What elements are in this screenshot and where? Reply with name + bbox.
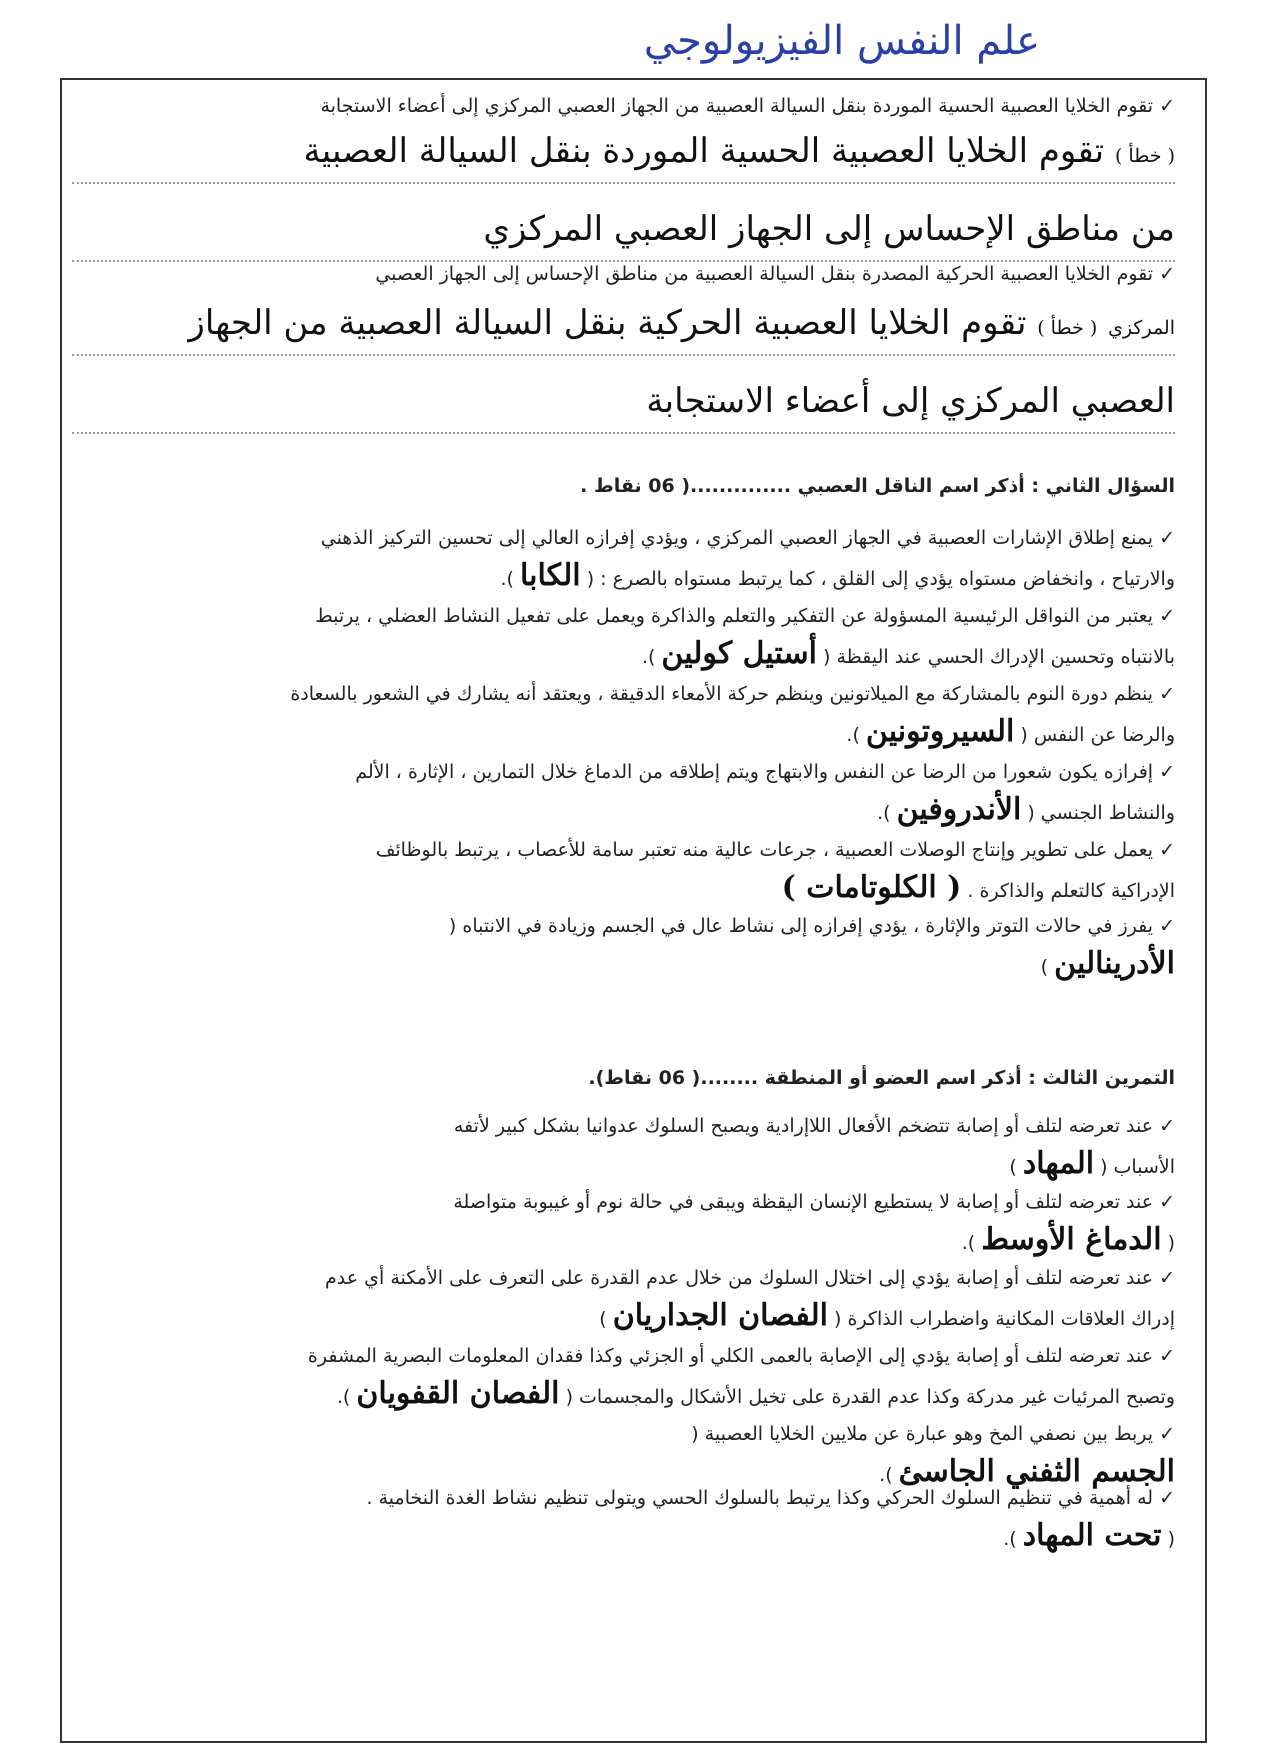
check-icon: ✓: [1159, 95, 1175, 117]
check-icon: ✓: [1159, 605, 1175, 627]
item-line2: الأسباب (: [1100, 1156, 1175, 1178]
item-line1: عند تعرضه لتلف أو إصابة يؤدي إلى اختلال السلوك من خلال عدم القدرة على التعرف على الأمكنة أي عدم: [325, 1267, 1154, 1289]
check-icon: ✓: [1159, 915, 1175, 937]
check-icon: ✓: [1159, 1345, 1175, 1367]
q1-item1-correction-line2: [72, 198, 1175, 262]
check-icon: ✓: [1159, 761, 1175, 783]
item-line1: إفرازه يكون شعورا من الرضا عن النفس والابتهاج ويتم إطلاقه من الدماغ خلال التمارين ، الإثارة ، الألم: [355, 761, 1154, 783]
item-line2: بالانتباه وتحسين الإدراك الحسي عند اليقظة (: [823, 646, 1175, 668]
item-close: ).: [879, 1464, 893, 1486]
q2-heading: السؤال الثاني : أذكر اسم الناقل العصبي ..............( 06 نقاط .: [580, 475, 1175, 497]
handwritten-answer: الدماغ الأوسط: [981, 1222, 1162, 1257]
answer-item: [72, 676, 1175, 712]
item-line2: والرضا عن النفس (: [1020, 724, 1175, 746]
q1-item2-correction-2: العصبي المركزي إلى أعضاء الاستجابة: [646, 381, 1175, 421]
item-line1: يمنع إطلاق الإشارات العصبية في الجهاز العصبي المركزي ، ويؤدي إفرازه العالي إلى تحسين التركيز الذهني: [320, 527, 1154, 549]
answer-item: [72, 1480, 1175, 1516]
answer-item: [72, 598, 1175, 634]
answer-line: [72, 1146, 1175, 1185]
check-icon: ✓: [1159, 839, 1175, 861]
answer-item: [72, 1416, 1175, 1452]
handwritten-title: علم النفس الفيزيولوجي: [643, 18, 1040, 64]
q1-item2-correction-line1: [72, 292, 1175, 356]
item-line2: والنشاط الجنسي (: [1027, 802, 1175, 824]
answer-line: [72, 1376, 1175, 1415]
check-icon: ✓: [1159, 1423, 1175, 1445]
item-line2: (: [1167, 1232, 1175, 1254]
handwritten-answer: تحت المهاد: [1022, 1518, 1162, 1553]
item-close: ).: [1003, 1528, 1017, 1550]
item-line2: الإدراكية كالتعلم والذاكرة .: [967, 880, 1175, 902]
answer-line: [72, 714, 1175, 753]
q3-heading: التمرين الثالث : أذكر اسم العضو أو المنطقة ........( 06 نقاط).: [588, 1067, 1175, 1089]
answer-item: [72, 1260, 1175, 1296]
item-line1: عند تعرضه لتلف أو إصابة يؤدي إلى الإصابة بالعمى الكلي أو الجزئي وكذا فقدان المعلومات البصرية المشفرة: [307, 1345, 1154, 1367]
item-line1: يعمل على تطوير وإنتاج الوصلات العصبية ، جرعات عالية منه تعتبر سامة للأعصاب ، يرتبط بالوظائف: [375, 839, 1154, 861]
answer-line: [72, 636, 1175, 675]
q1-item2: [72, 256, 1175, 292]
answer-item: [72, 908, 1175, 944]
item-line1: يربط بين نصفي المخ وهو عبارة عن ملايين الخلايا العصبية (: [691, 1423, 1154, 1445]
q1-item2-verdict: ( خطأ ): [1037, 317, 1098, 339]
item-line1: عند تعرضه لتلف أو إصابة لا يستطيع الإنسان اليقظة ويبقى في حالة نوم أو غيبوبة متواصلة: [453, 1191, 1154, 1213]
item-line2: إدراك العلاقات المكانية واضطراب الذاكرة (: [834, 1308, 1175, 1330]
q1-item1: [72, 88, 1175, 124]
answer-line: [72, 1298, 1175, 1337]
check-icon: ✓: [1159, 1487, 1175, 1509]
q1-item2-correction-line2: [72, 370, 1175, 434]
handwritten-answer: الأدرينالين: [1054, 946, 1175, 981]
item-close: ): [1040, 956, 1049, 978]
q1-item2-text2: المركزي: [1108, 317, 1175, 339]
item-line1: عند تعرضه لتلف أو إصابة تتضخم الأفعال اللاإرادية ويصبح السلوك عدوانيا بشكل كبير لأتفه: [453, 1115, 1154, 1137]
check-icon: ✓: [1159, 527, 1175, 549]
answer-line: [72, 558, 1175, 597]
answer-item: [72, 832, 1175, 868]
answer-item: [72, 1338, 1175, 1374]
check-icon: ✓: [1159, 263, 1175, 285]
answer-item: [72, 520, 1175, 556]
q1-item1-correction-2: من مناطق الإحساس إلى الجهاز العصبي المركزي: [483, 209, 1175, 249]
handwritten-answer: السيروتونين: [865, 714, 1015, 749]
handwritten-answer: الكابا: [519, 558, 581, 593]
item-close: ).: [336, 1386, 351, 1408]
item-line1: يفرز في حالات التوتر والإثارة ، يؤدي إفرازه إلى نشاط عال في الجسم وزيادة في الانتباه (: [448, 915, 1154, 937]
item-line1: يعتبر من النواقل الرئيسية المسؤولة عن التفكير والتعلم والذاكرة ويعمل على تفعيل النشاط العضلي ، يرتبط: [315, 605, 1154, 627]
item-close: ).: [961, 1232, 976, 1254]
handwritten-answer: الفصان الجداريان: [612, 1298, 828, 1333]
answer-line: [72, 1222, 1175, 1261]
answer-frame: [60, 78, 1207, 1743]
answer-line: [72, 870, 1175, 909]
q1-item2-text: تقوم الخلايا العصبية الحركية المصدرة بنقل السيالة العصبية من مناطق الإحساس إلى الجهاز العصبي: [375, 263, 1154, 285]
handwritten-answer: ( الكلوتامات ): [781, 870, 962, 905]
q1-item1-correction-line1: [72, 120, 1175, 184]
item-close: ).: [500, 568, 514, 590]
check-icon: ✓: [1159, 1267, 1175, 1289]
item-close: ).: [641, 646, 656, 668]
handwritten-answer: المهاد: [1022, 1146, 1095, 1181]
check-icon: ✓: [1159, 683, 1175, 705]
answer-item: [72, 1184, 1175, 1220]
answer-line: [72, 946, 1175, 985]
answer-item: [72, 754, 1175, 790]
check-icon: ✓: [1159, 1191, 1175, 1213]
item-line1: ينظم دورة النوم بالمشاركة مع الميلاتونين وينظم حركة الأمعاء الدقيقة ، ويعتقد أنه يشارك في الشعور بالسعادة: [290, 683, 1154, 705]
answer-item: [72, 1108, 1175, 1144]
handwritten-answer: أستيل كولين: [661, 636, 817, 671]
item-close: ): [1009, 1156, 1017, 1178]
item-line1: له أهمية في تنظيم السلوك الحركي وكذا يرتبط بالسلوك الحسي ويتولى تنظيم نشاط الغدة النخامية .: [366, 1487, 1154, 1509]
item-close: ).: [846, 724, 860, 746]
q1-item1-verdict: ( خطأ ): [1114, 145, 1175, 167]
item-close: ): [599, 1308, 607, 1330]
item-close: ).: [877, 802, 891, 824]
item-line2: (: [1167, 1528, 1175, 1550]
handwritten-answer: الأندروفين: [896, 792, 1022, 827]
item-line2: وتصبح المرئيات غير مدركة وكذا عدم القدرة على تخيل الأشكال والمجسمات (: [565, 1386, 1175, 1408]
item-line2: والارتياح ، وانخفاض مستواه يؤدي إلى القلق ، كما يرتبط مستواه بالصرع : (: [586, 568, 1175, 590]
q1-item2-correction-1: تقوم الخلايا العصبية الحركية بنقل السيالة العصبية من الجهاز: [188, 303, 1027, 343]
answer-line: [72, 792, 1175, 831]
answer-line: [72, 1518, 1175, 1557]
handwritten-answer: الفصان القفويان: [356, 1376, 560, 1411]
check-icon: ✓: [1159, 1115, 1175, 1137]
q1-item1-text: تقوم الخلايا العصبية الحسية الموردة بنقل السيالة العصبية من الجهاز العصبي المركزي إلى أعضاء الاستجابة: [320, 95, 1154, 117]
q1-item1-correction-1: تقوم الخلايا العصبية الحسية الموردة بنقل السيالة العصبية: [303, 131, 1105, 171]
handwritten-answer: الجسم الثفني الجاسئ: [898, 1454, 1175, 1489]
